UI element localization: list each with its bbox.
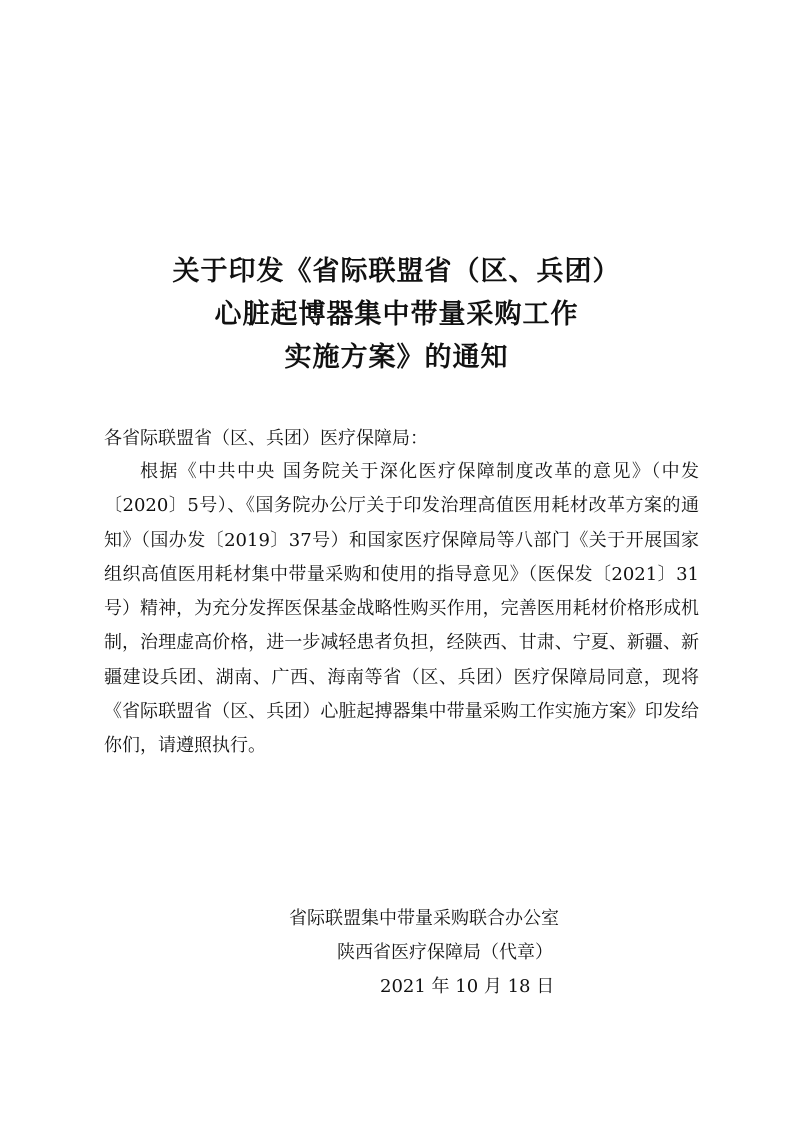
- document-title-line-1: 关于印发《省际联盟省（区、兵团）: [172, 256, 621, 287]
- signature-office: 省际联盟集中带量采购联合办公室: [289, 908, 559, 929]
- document-title-line-2: 心脏起博器集中带量采购工作: [214, 299, 579, 330]
- signature-bureau: 陕西省医疗保障局（代章）: [337, 942, 553, 963]
- salutation: 各省际联盟省（区、兵团）医疗保障局：: [104, 428, 428, 449]
- body-paragraph: 根据《中共中央 国务院关于深化医疗保障制度改革的意见》（中发〔2020〕5号）、《国务院办公厅关于印发治理高值医用耗材改革方案的通知》（国办发〔2019〕37号）和国家医疗保障局等八部门《关于开展国家组织高值医用耗材集中带量采购和使用的指导意见》（医保发〔2021〕31号）精神，为充分发挥医保基金战略性购买作用，完善医用耗材价格形成机制，治理虚高价格，进一步减轻患者负担，经陕西、甘肃、宁夏、新疆、新疆建设兵团、湖南、广西、海南等省（区、兵团）医疗保障局同意，现将《省际联盟省（区、兵团）心脏起搏器集中带量采购工作实施方案》印发给你们，请遵照执行。: [104, 461, 699, 757]
- document-title-line-3: 实施方案》的通知: [284, 342, 509, 373]
- signature-date: 2021 年 10 月 18 日: [380, 976, 555, 997]
